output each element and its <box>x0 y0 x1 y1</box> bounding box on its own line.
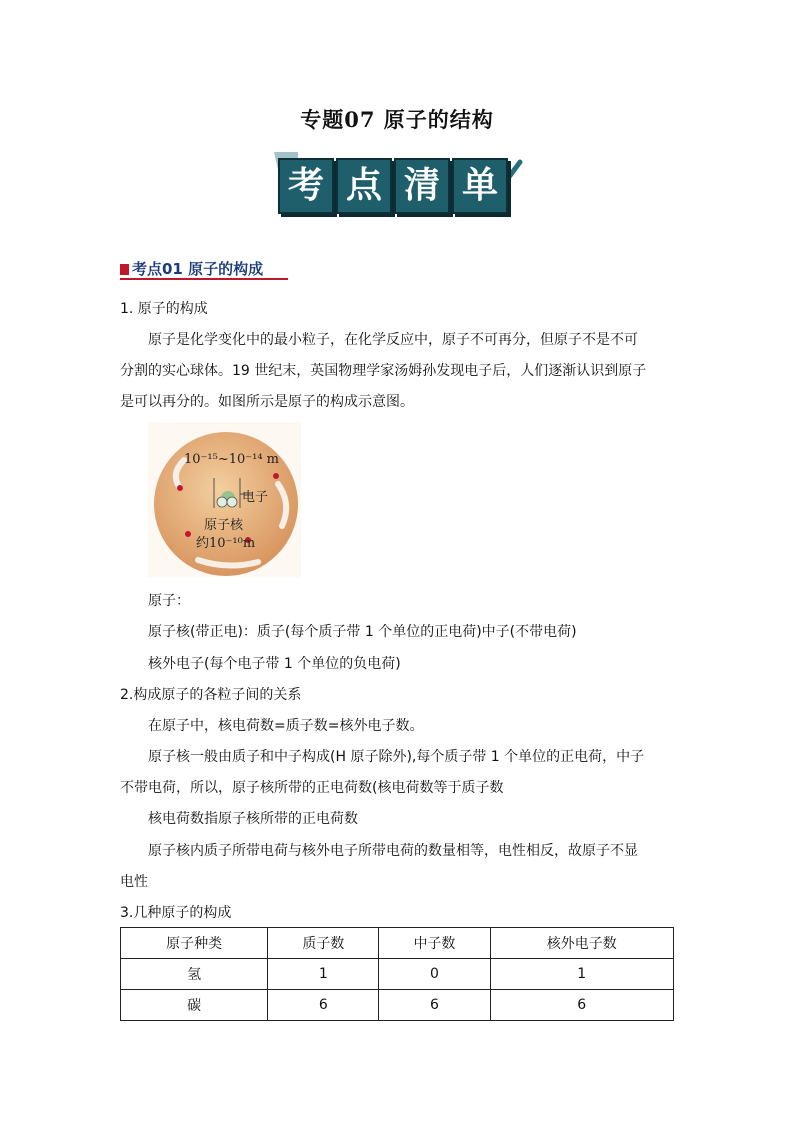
column-header: 中子数 <box>379 928 490 959</box>
structure-electron: 核外电子(每个电子带 1 个单位的负电荷) <box>148 656 401 672</box>
table-cell: 6 <box>379 990 490 1021</box>
atom-diagram <box>148 422 301 577</box>
part2-line2b: 不带电荷，所以，原子核所带的正电荷数(核电荷数等于质子数 <box>120 780 504 796</box>
table-cell: 6 <box>268 990 379 1021</box>
structure-nucleus: 原子核(带正电)：质子(每个质子带 1 个单位的正电荷)中子(不带电荷) <box>148 624 577 640</box>
nucleus-size-label: 10⁻¹⁵~10⁻¹⁴ m <box>184 452 280 467</box>
structure-atom: 原子： <box>148 593 190 609</box>
proton-icon <box>217 497 227 507</box>
part3-heading: 3.几种原子的构成 <box>120 905 232 921</box>
part2-line1: 在原子中，核电荷数=质子数=核外电子数。 <box>148 718 424 734</box>
section-heading-text: 考点01 原子的构成 <box>132 260 264 278</box>
column-header: 核外电子数 <box>490 928 674 959</box>
table-cell: 1 <box>268 959 379 990</box>
banner-char-3: 清 <box>394 158 450 214</box>
banner-char-4: 单 <box>452 158 508 214</box>
section-underline <box>120 278 288 280</box>
atom-size-label: 约10⁻¹⁰m <box>196 536 256 551</box>
electron-icon <box>185 531 191 537</box>
part2-heading: 2.构成原子的各粒子间的关系 <box>120 687 302 703</box>
column-header: 原子种类 <box>121 928 268 959</box>
atom-illustration <box>148 422 301 577</box>
section-heading <box>120 258 263 279</box>
topic-banner <box>268 150 528 216</box>
atom-composition-table <box>120 927 674 1021</box>
electron-icon <box>273 473 279 479</box>
part1-para-line2: 分割的实心球体。19 世纪末，英国物理学家汤姆孙发现电子后，人们逐渐认识到原子 <box>120 363 647 379</box>
part2-line3: 核电荷数指原子核所带的正电荷数 <box>148 811 358 827</box>
electron-icon <box>177 485 183 491</box>
table-cell: 6 <box>490 990 674 1021</box>
banner-char-2: 点 <box>336 158 392 214</box>
table-row <box>121 990 674 1021</box>
table-cell: 碳 <box>121 990 268 1021</box>
table-header-row <box>121 928 674 959</box>
table-cell: 氢 <box>121 959 268 990</box>
column-header: 质子数 <box>268 928 379 959</box>
nucleus-label: 原子核 <box>204 518 244 533</box>
section-marker-icon <box>120 264 129 275</box>
table-cell: 1 <box>490 959 674 990</box>
part1-para-line1: 原子是化学变化中的最小粒子，在化学反应中，原子不可再分，但原子不是不可 <box>148 332 638 348</box>
table-cell: 0 <box>379 959 490 990</box>
part1-para-line3: 是可以再分的。如图所示是原子的构成示意图。 <box>120 394 414 410</box>
page-title: 专题07 原子的结构 <box>300 107 494 132</box>
proton-icon <box>227 497 237 507</box>
part1-heading: 1. 原子的构成 <box>120 301 208 317</box>
part2-line4b: 电性 <box>120 874 148 890</box>
banner-char-1: 考 <box>278 158 334 214</box>
part2-line2a: 原子核一般由质子和中子构成(H 原子除外),每个质子带 1 个单位的正电荷，中子 <box>148 749 645 765</box>
table-row <box>121 959 674 990</box>
electron-label: 电子 <box>242 490 269 505</box>
part2-line4a: 原子核内质子所带电荷与核外电子所带电荷的数量相等，电性相反，故原子不显 <box>148 843 638 859</box>
